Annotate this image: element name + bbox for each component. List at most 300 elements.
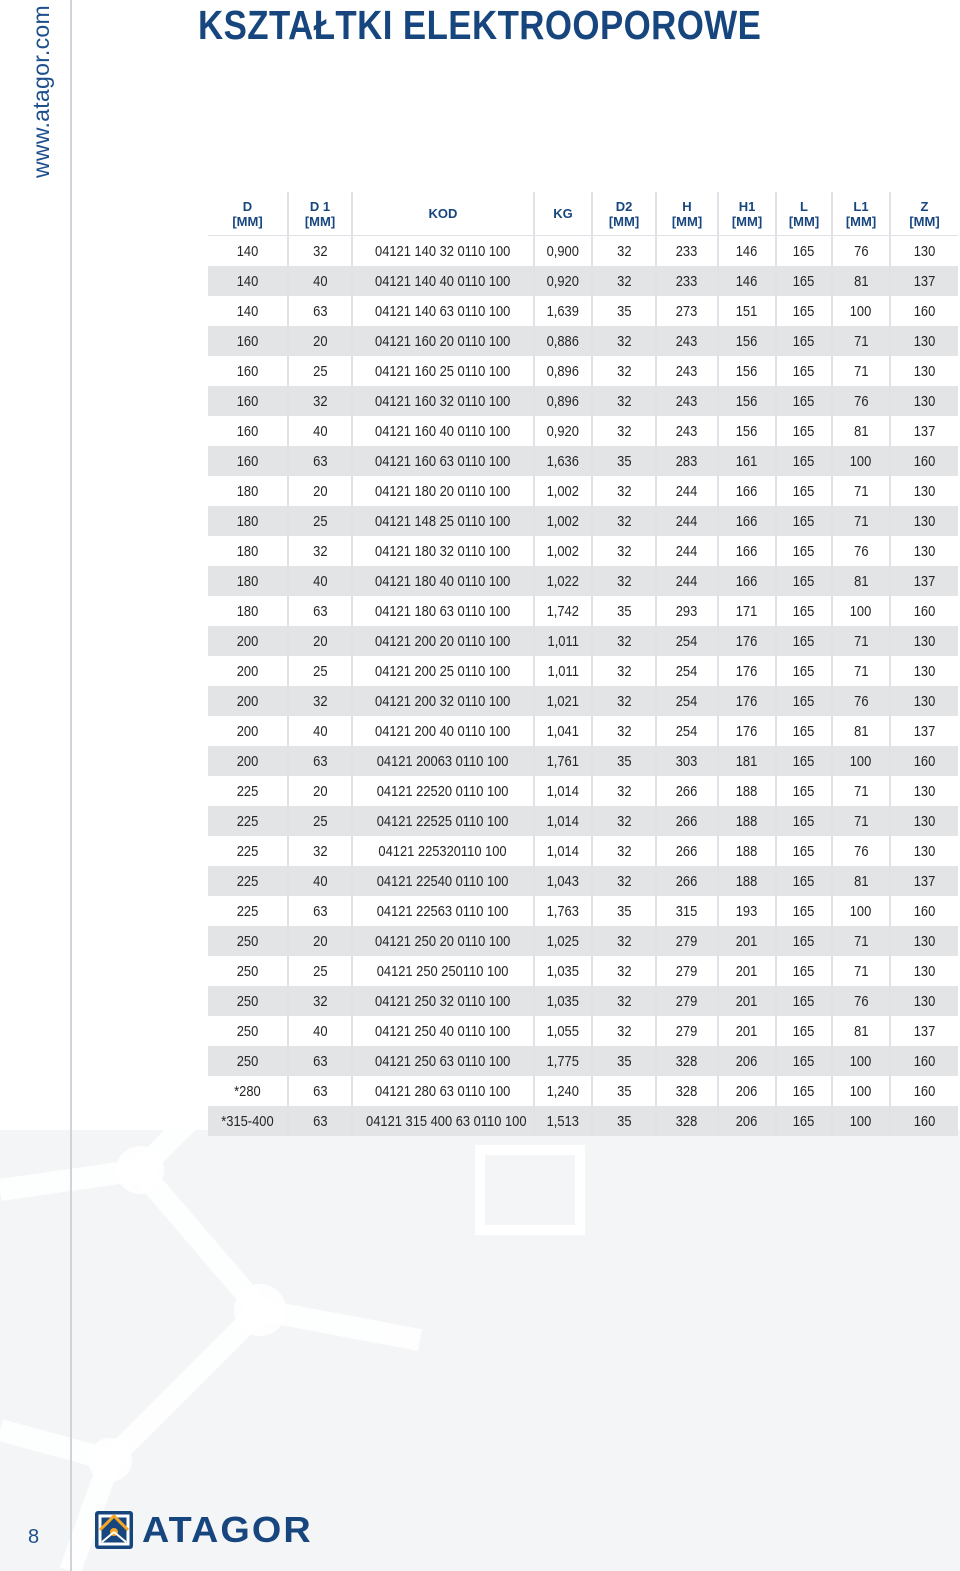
table-row <box>208 626 958 656</box>
table-cell <box>776 806 832 836</box>
table-cell <box>718 956 776 986</box>
table-cell <box>832 326 890 356</box>
table-cell-value: 32 <box>312 842 328 860</box>
table-cell <box>352 896 534 926</box>
table-cell <box>656 476 718 506</box>
table-cell-value: 279 <box>676 1022 698 1040</box>
table-cell-value: 180 <box>236 602 259 620</box>
table-row <box>208 836 958 866</box>
table-cell <box>776 1076 832 1106</box>
table-cell-value: 1,742 <box>546 602 580 620</box>
table-cell <box>288 386 352 416</box>
table-cell <box>534 506 592 536</box>
table-cell-value: 0,896 <box>546 392 580 410</box>
table-cell <box>776 956 832 986</box>
table-cell-value: 206 <box>736 1082 758 1100</box>
table-cell <box>718 716 776 746</box>
table-cell-value: 32 <box>616 392 632 410</box>
table-cell <box>776 656 832 686</box>
table-cell-value: 165 <box>793 782 815 800</box>
table-row <box>208 266 958 296</box>
table-cell <box>592 236 656 267</box>
table-cell <box>288 476 352 506</box>
table-cell <box>352 296 534 326</box>
table-cell <box>832 686 890 716</box>
table-cell <box>718 236 776 267</box>
table-cell <box>534 236 592 267</box>
table-cell <box>776 896 832 926</box>
table-cell-value: 180 <box>236 542 259 560</box>
table-cell-value: 32 <box>616 542 632 560</box>
table-cell-value: 243 <box>676 332 698 350</box>
column-header <box>534 192 592 236</box>
atagor-logo-icon <box>94 1510 134 1550</box>
table-cell <box>288 986 352 1016</box>
table-cell <box>890 626 958 656</box>
table-cell <box>352 266 534 296</box>
table-cell <box>208 386 288 416</box>
table-cell <box>656 1076 718 1106</box>
column-header-label: D <box>242 198 253 214</box>
column-header-unit: [MM] <box>671 213 703 229</box>
table-cell-value: 1,014 <box>546 812 580 830</box>
table-cell-value: 250 <box>236 932 259 950</box>
table-cell <box>890 806 958 836</box>
table-cell <box>288 1076 352 1106</box>
table-cell <box>656 776 718 806</box>
table-cell-value: 244 <box>676 572 698 590</box>
table-cell-value: 0,920 <box>546 422 580 440</box>
table-cell-value: 160 <box>913 1052 936 1070</box>
table-cell <box>890 896 958 926</box>
table-cell <box>832 266 890 296</box>
table-row <box>208 386 958 416</box>
column-header <box>718 192 776 236</box>
table-cell <box>832 1076 890 1106</box>
table-cell-value: 04121 140 63 0110 100 <box>375 302 511 320</box>
table-cell <box>832 836 890 866</box>
table-cell-value: 25 <box>312 512 328 530</box>
table-cell <box>656 296 718 326</box>
table-cell <box>352 416 534 446</box>
table-cell <box>890 926 958 956</box>
table-cell <box>288 746 352 776</box>
table-row <box>208 896 958 926</box>
table-cell-value: 165 <box>793 362 815 380</box>
table-cell <box>288 416 352 446</box>
table-cell-value: 161 <box>736 452 758 470</box>
table-header-row <box>208 192 958 236</box>
table-cell-value: 206 <box>736 1052 758 1070</box>
table-cell-value: 328 <box>676 1052 698 1070</box>
table-cell <box>832 716 890 746</box>
table-cell-value: 1,775 <box>546 1052 580 1070</box>
table-cell-value: 160 <box>913 602 936 620</box>
table-cell <box>776 1046 832 1076</box>
table-cell <box>832 416 890 446</box>
table-cell-value: 165 <box>793 482 815 500</box>
table-cell-value: 71 <box>853 332 869 350</box>
table-row <box>208 596 958 626</box>
table-cell <box>718 566 776 596</box>
table-cell <box>592 776 656 806</box>
table-cell <box>890 686 958 716</box>
table-cell <box>832 596 890 626</box>
table-cell <box>592 956 656 986</box>
website-url[interactable]: www.atagor.com <box>28 5 54 178</box>
table-cell-value: 100 <box>850 752 872 770</box>
table-cell <box>288 776 352 806</box>
table-cell <box>718 536 776 566</box>
table-row <box>208 776 958 806</box>
table-cell-value: 200 <box>236 722 259 740</box>
table-cell-value: 130 <box>913 842 936 860</box>
table-cell <box>592 986 656 1016</box>
table-cell <box>718 836 776 866</box>
product-table <box>208 192 958 1136</box>
table-cell <box>718 266 776 296</box>
table-cell-value: 244 <box>676 542 698 560</box>
table-cell-value: 156 <box>736 332 758 350</box>
table-cell <box>776 566 832 596</box>
table-cell-value: 40 <box>312 272 328 290</box>
table-cell-value: 1,035 <box>546 962 580 980</box>
table-cell <box>288 326 352 356</box>
table-cell-value: 166 <box>736 512 758 530</box>
table-cell-value: 165 <box>793 932 815 950</box>
table-cell <box>592 926 656 956</box>
table-body <box>208 236 958 1137</box>
table-cell <box>208 1106 288 1136</box>
table-cell <box>832 986 890 1016</box>
table-cell <box>288 956 352 986</box>
table-cell <box>776 296 832 326</box>
table-cell <box>592 866 656 896</box>
table-cell-value: 156 <box>736 392 758 410</box>
table-cell-value: 160 <box>236 452 259 470</box>
table-cell-value: 140 <box>236 302 259 320</box>
table-cell <box>718 986 776 1016</box>
table-cell <box>890 266 958 296</box>
table-cell <box>352 476 534 506</box>
table-cell-value: 04121 200 20 0110 100 <box>375 632 511 650</box>
table-cell <box>592 746 656 776</box>
table-cell <box>890 1076 958 1106</box>
table-cell <box>890 746 958 776</box>
table-cell <box>776 476 832 506</box>
table-cell-value: 1,002 <box>546 482 580 500</box>
table-cell <box>288 356 352 386</box>
table-cell <box>208 506 288 536</box>
table-cell <box>288 506 352 536</box>
table-cell-value: 1,021 <box>546 692 580 710</box>
table-cell <box>718 476 776 506</box>
table-cell-value: 293 <box>676 602 698 620</box>
column-header <box>776 192 832 236</box>
table-cell-value: 63 <box>312 602 328 620</box>
table-cell-value: 04121 200 32 0110 100 <box>375 692 511 710</box>
table-cell <box>592 716 656 746</box>
table-cell <box>208 806 288 836</box>
table-cell-value: 04121 22525 0110 100 <box>377 812 509 830</box>
column-header <box>208 192 288 236</box>
table-cell-value: 130 <box>913 632 936 650</box>
table-cell-value: 1,240 <box>546 1082 580 1100</box>
table-cell-value: 166 <box>736 482 758 500</box>
table-cell <box>718 656 776 686</box>
table-cell-value: 32 <box>616 992 632 1010</box>
table-cell-value: 130 <box>913 542 936 560</box>
table-cell-value: 63 <box>312 1052 328 1070</box>
table-cell <box>890 476 958 506</box>
table-cell <box>776 326 832 356</box>
table-cell <box>718 446 776 476</box>
table-cell-value: 04121 200 40 0110 100 <box>375 722 511 740</box>
table-cell <box>208 566 288 596</box>
table-row <box>208 926 958 956</box>
table-cell <box>352 1106 534 1136</box>
table-cell <box>592 296 656 326</box>
table-cell-value: 71 <box>853 482 869 500</box>
table-cell-value: 266 <box>676 872 698 890</box>
table-cell <box>534 446 592 476</box>
table-cell <box>288 1106 352 1136</box>
table-cell <box>832 536 890 566</box>
table-cell <box>776 626 832 656</box>
table-cell <box>534 1016 592 1046</box>
table-cell-value: 130 <box>913 242 936 260</box>
table-cell <box>208 926 288 956</box>
table-cell <box>534 926 592 956</box>
table-cell-value: 156 <box>736 422 758 440</box>
table-cell-value: 266 <box>676 842 698 860</box>
table-cell <box>890 1046 958 1076</box>
table-cell-value: 35 <box>616 602 632 620</box>
table-cell <box>352 746 534 776</box>
table-cell <box>208 596 288 626</box>
table-cell <box>592 656 656 686</box>
table-cell-value: 1,035 <box>546 992 580 1010</box>
table-cell-value: 100 <box>850 452 872 470</box>
table-cell <box>592 416 656 446</box>
table-row <box>208 416 958 446</box>
table-cell-value: 1,011 <box>547 662 579 680</box>
table-cell <box>208 326 288 356</box>
table-cell-value: 146 <box>736 242 758 260</box>
column-header-label: L1 <box>853 198 869 214</box>
table-cell <box>656 746 718 776</box>
table-cell-value: 160 <box>236 362 259 380</box>
table-cell <box>352 356 534 386</box>
table-cell-value: 1,002 <box>546 542 580 560</box>
column-header-label: L <box>800 198 808 214</box>
column-header-label: D2 <box>615 198 633 214</box>
table-cell-value: 32 <box>616 482 632 500</box>
table-cell-value: 165 <box>793 632 815 650</box>
table-cell-value: 32 <box>312 242 328 260</box>
table-cell-value: 76 <box>853 392 869 410</box>
table-cell <box>592 566 656 596</box>
table-cell <box>718 776 776 806</box>
table-cell-value: 188 <box>736 812 758 830</box>
table-cell-value: 71 <box>853 782 869 800</box>
table-cell-value: 63 <box>312 752 328 770</box>
column-header-label: Z <box>920 198 929 214</box>
table-cell-value: 160 <box>913 302 936 320</box>
table-cell-value: 04121 180 32 0110 100 <box>375 542 511 560</box>
table-cell <box>534 986 592 1016</box>
table-cell <box>352 686 534 716</box>
table-row <box>208 1046 958 1076</box>
table-cell <box>208 266 288 296</box>
table-cell-value: 71 <box>853 362 869 380</box>
table-cell <box>208 716 288 746</box>
table-cell-value: 279 <box>676 992 698 1010</box>
table-cell <box>534 596 592 626</box>
table-cell <box>718 1106 776 1136</box>
table-cell-value: 35 <box>616 752 632 770</box>
table-cell <box>534 476 592 506</box>
table-cell <box>208 476 288 506</box>
table-cell <box>352 836 534 866</box>
table-cell <box>776 506 832 536</box>
table-cell <box>592 1016 656 1046</box>
table-cell <box>656 596 718 626</box>
table-cell <box>352 956 534 986</box>
table-cell <box>776 1106 832 1136</box>
table-cell <box>656 656 718 686</box>
table-cell-value: 100 <box>850 902 872 920</box>
table-cell-value: 165 <box>793 1112 815 1130</box>
table-cell-value: 71 <box>853 962 869 980</box>
table-row <box>208 1076 958 1106</box>
atagor-logo[interactable] <box>94 1509 313 1551</box>
table-cell-value: 233 <box>676 242 698 260</box>
table-cell <box>776 446 832 476</box>
table-cell-value: 279 <box>676 932 698 950</box>
table-cell-value: 188 <box>736 842 758 860</box>
table-cell <box>832 806 890 836</box>
table-cell <box>534 806 592 836</box>
table-cell <box>656 896 718 926</box>
table-cell <box>890 326 958 356</box>
table-cell-value: 328 <box>676 1082 698 1100</box>
table-cell <box>592 806 656 836</box>
table-cell-value: 176 <box>736 722 758 740</box>
table-cell-value: 32 <box>616 632 632 650</box>
table-cell-value: 166 <box>736 572 758 590</box>
background-watermark <box>0 1130 960 1571</box>
table-cell <box>656 626 718 656</box>
table-cell-value: 165 <box>793 962 815 980</box>
table-cell-value: 225 <box>236 902 259 920</box>
table-row <box>208 506 958 536</box>
table-cell <box>718 596 776 626</box>
table-cell <box>656 326 718 356</box>
table-cell <box>352 326 534 356</box>
table-cell-value: 40 <box>312 872 328 890</box>
table-cell-value: 04121 22540 0110 100 <box>377 872 509 890</box>
table-cell <box>890 446 958 476</box>
table-cell <box>352 386 534 416</box>
table-cell-value: 1,513 <box>546 1112 580 1130</box>
table-cell <box>534 896 592 926</box>
table-cell-value: 140 <box>236 242 259 260</box>
table-cell <box>776 686 832 716</box>
table-cell <box>352 506 534 536</box>
table-cell <box>776 776 832 806</box>
table-cell-value: 130 <box>913 962 936 980</box>
table-cell <box>776 986 832 1016</box>
table-cell <box>832 386 890 416</box>
table-cell <box>592 596 656 626</box>
table-cell <box>832 626 890 656</box>
table-cell <box>352 1076 534 1106</box>
table-cell-value: 279 <box>676 962 698 980</box>
table-cell-value: 181 <box>736 752 758 770</box>
table-cell <box>718 416 776 446</box>
table-cell <box>656 416 718 446</box>
table-cell-value: 165 <box>793 332 815 350</box>
table-cell <box>656 1106 718 1136</box>
table-cell-value: 1,025 <box>546 932 580 950</box>
table-cell-value: 04121 250 20 0110 100 <box>375 932 511 950</box>
column-header-label: H <box>682 198 692 214</box>
table-cell <box>534 656 592 686</box>
table-cell-value: 266 <box>676 782 698 800</box>
table-cell <box>776 746 832 776</box>
table-cell <box>592 896 656 926</box>
table-cell-value: 32 <box>616 872 632 890</box>
table-cell <box>832 956 890 986</box>
table-cell <box>534 1046 592 1076</box>
table-cell-value: 71 <box>853 812 869 830</box>
table-cell <box>832 1016 890 1046</box>
table-cell-value: 137 <box>913 722 936 740</box>
table-cell <box>832 656 890 686</box>
table-cell-value: 0,896 <box>546 362 580 380</box>
table-cell-value: 165 <box>793 902 815 920</box>
table-cell <box>832 236 890 267</box>
table-cell <box>534 416 592 446</box>
table-cell-value: 165 <box>793 452 815 470</box>
column-header-unit: [MM] <box>232 213 263 229</box>
table-cell <box>890 656 958 686</box>
table-cell-value: 243 <box>676 392 698 410</box>
table-cell-value: 32 <box>616 332 632 350</box>
table-cell <box>534 356 592 386</box>
table-cell-value: 20 <box>312 782 328 800</box>
table-cell-value: 250 <box>236 962 259 980</box>
table-cell-value: 04121 22520 0110 100 <box>377 782 509 800</box>
table-cell <box>890 866 958 896</box>
table-cell <box>718 386 776 416</box>
table-cell-value: 32 <box>312 392 328 410</box>
table-cell-value: 100 <box>850 302 872 320</box>
table-cell-value: 193 <box>736 902 758 920</box>
table-cell <box>832 746 890 776</box>
table-cell-value: 130 <box>913 512 936 530</box>
table-cell-value: 63 <box>312 902 328 920</box>
table-cell <box>832 896 890 926</box>
table-cell-value: 266 <box>676 812 698 830</box>
table-cell <box>776 236 832 267</box>
table-cell <box>890 716 958 746</box>
table-cell <box>656 506 718 536</box>
table-cell <box>208 296 288 326</box>
table-row <box>208 356 958 386</box>
table-cell-value: 250 <box>236 1052 259 1070</box>
